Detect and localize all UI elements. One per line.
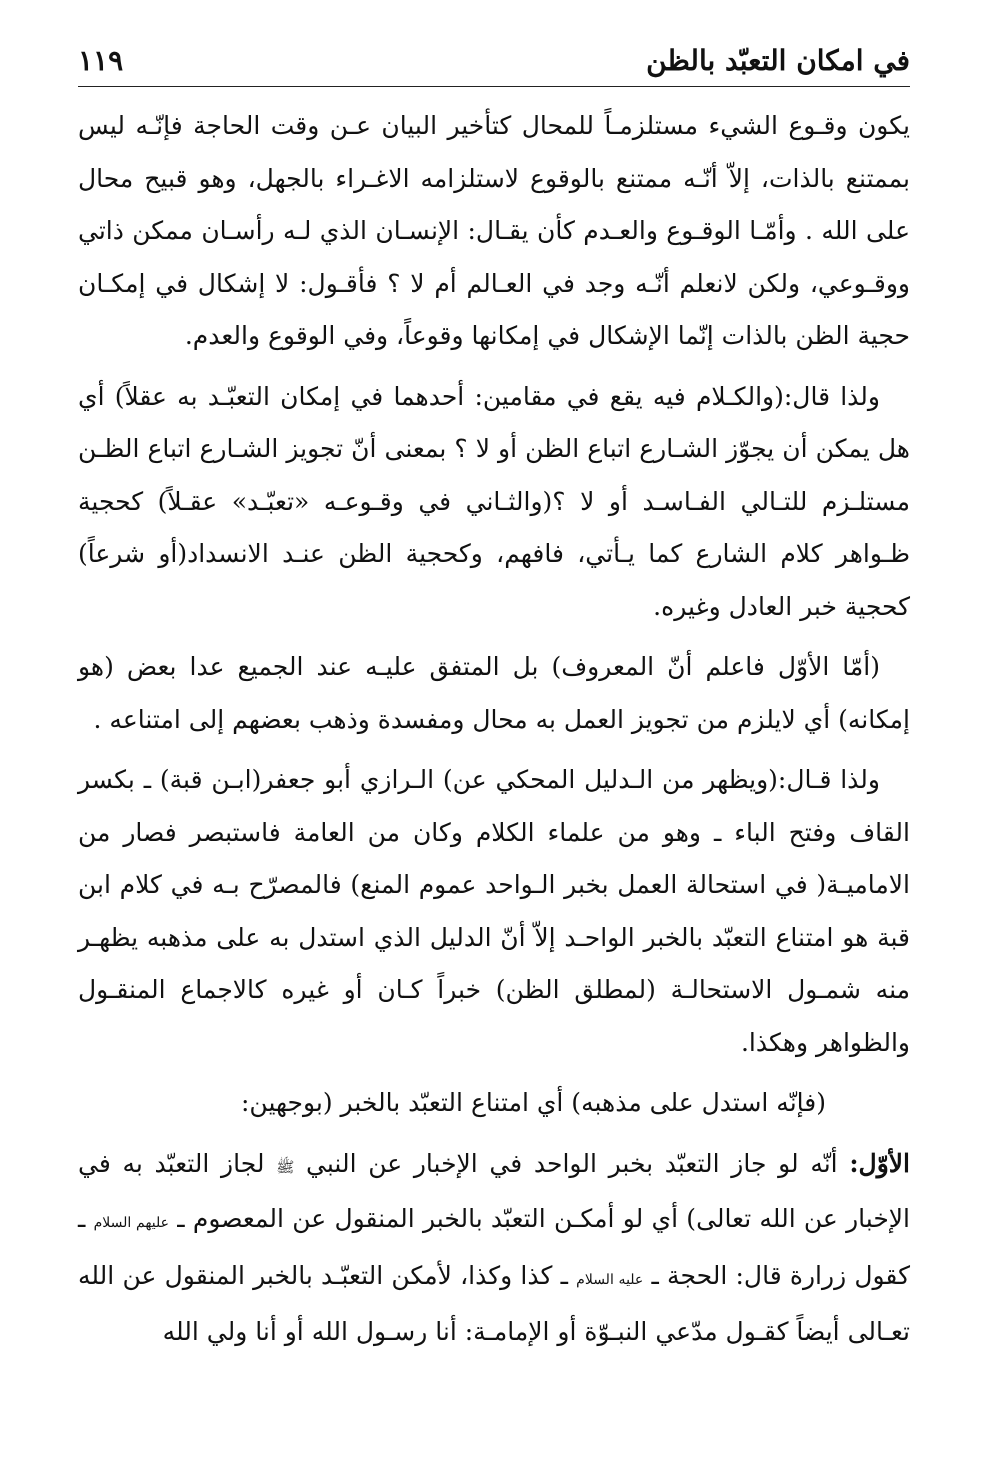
honorific-glyph: ﷺ: [276, 1157, 295, 1176]
page-header: [78, 40, 910, 86]
paragraph-6: [78, 1138, 910, 1359]
paragraph-2: ولذا قال:(والكـلام فيه يقع في مقامين: أحدهما في إمكان التعبّـد به عقلاً) أي هل يمكن أن يجوّز الشـارع اتباع الظن أو لا ؟ بمعنى أنّ تجويز الشـارع اتباع الظـن مستلـزم للتـالي الفـاسـد أو لا ؟(والثـاني في وقـوعـه «تعبّـد» عقـلاً) كحجية ظـواهر كلام الشارع كما يـأتي، فافهم، وكحجية الظن عنـد الانسداد(أو شرعاً) كحجية خبر العادل وغيره.: [78, 381, 910, 621]
paragraph-1: يكون وقـوع الشيء مستلزمـاً للمحال كتأخير البيان عـن وقت الحاجة فإنّـه ليس بممتنع بالذات، إلاّ أنّـه ممتنع بالوقوع لاستلزامه الاغـراء بالجهل، وهو قبيح محال على الله . وأمّـا الوقـوع والعـدم كأن يقـال: الإنسـان الذي لـه رأسـان ممكن ذاتي ووقـوعي، ولكن لانعلم أنّـه وجد في العـالم أم لا ؟ فأقـول: لا إشكال في إمكـان حجية الظن بالذات إنّما الإشكال في إمكانها وقوعاً، وفي الوقوع والعدم.: [78, 111, 910, 350]
salutation-note-2: عليه السلام: [576, 1271, 644, 1288]
page-number: ١١٩: [78, 44, 124, 77]
running-title: في امكان التعبّد بالظن: [646, 44, 910, 77]
paragraph-6-lead: الأوّل:: [849, 1148, 910, 1178]
paragraph-4: ولذا قـال:(ويظهر من الـدليل المحكي عن) الـرازي أبو جعفر(ابـن قبة) ـ بكسر القاف وفتح الباء ـ وهو من علماء الكلام وكان من العامة فاستبصر فصار من الاماميـة( في استحالة العمل بخبر الـواحد عموم المنع) فالمصرّح بـه في كلام ابن قبة هو امتناع التعبّد بالخبر الواحـد إلاّ أنّ الدليل الذي استدل به على مذهبه يظهـر منه شمـول الاستحالـة (لمطلق الظن) خبراً كـان أو غيره كالاجماع المنقـول والظواهر وهكذا.: [78, 765, 910, 1057]
page-body: [78, 100, 910, 1367]
paragraph-5: (فإنّه استدل على مذهبه) أي امتناع التعبّد بالخبر (بوجهين:: [241, 1088, 826, 1117]
paragraph-6-text-2: لجاز التعبّد به في الإخبار عن الله تعالى) أي لو أمكـن التعبّد بالخبر المنقول عن المعصوم ـ: [78, 1148, 910, 1233]
paragraph-6-text-1: أنّه لو جاز التعبّد بخبر الواحد في الإخبار عن النبي: [294, 1148, 850, 1178]
paragraph-6-text-4: ـ كذا وكذا، لأمكن التعبّـد بالخبر المنقول عن الله تعـالى أيضاً كقـول مدّعي النبـوّة أو الإمامـة: أنا رسـول الله أو أنا ولي الله: [78, 1260, 910, 1346]
header-divider: [78, 86, 910, 87]
salutation-note-1: عليهم السلام: [93, 1215, 170, 1231]
paragraph-6-text-3: ـ كقول زرارة قال: الحجة ـ: [78, 1204, 910, 1290]
paragraph-3: (أمّا الأوّل فاعلم أنّ المعروف) بل المتفق عليـه عند الجميع عدا بعض (هو إمكانه) أي لايلزم من تجويز العمل به محال ومفسدة وذهب بعضهم إلى امتناعه .: [78, 652, 910, 734]
